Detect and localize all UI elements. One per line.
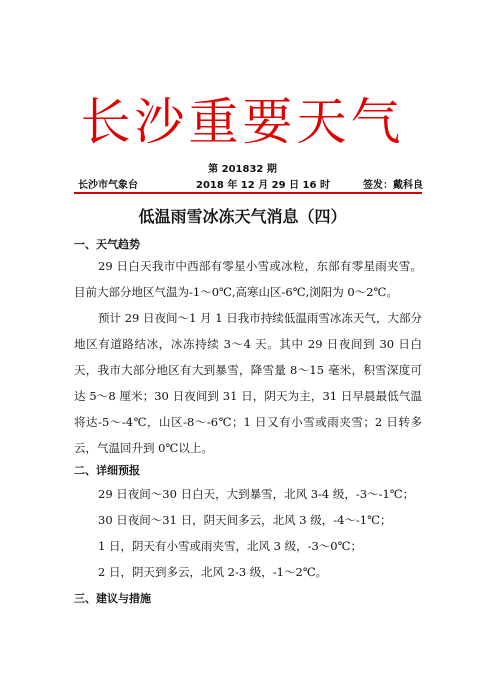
issuing-organization: 长沙市气象台 (78, 180, 138, 191)
forecast-line: 1 日，阴天有小雪或雨夹雪，北风 3 级，-3～0℃； (98, 539, 362, 553)
document-title: 低温雨雪冰冻天气消息（四） (138, 207, 347, 226)
paragraph-outlook: 预计 29 日夜间～1 月 1 日我市持续低温雨雪冰冻天气，大部分地区有道路结冰，冰冻持续 3～4 天。其中 29 日夜间到 30 日白天，我市大部分地区有大到暴雪，降雪量 8～15 毫米，积雪深度可达 5～8 厘米；30 日夜间到 31 日，阴天为主，31 日早晨最低气温将达-5～-4℃，山区-8～-6℃；1 日又有小雪或雨夹雪；2 日转多云，气温回升到 0℃以上。 (74, 311, 422, 455)
forecast-line: 2 日，阴天到多云，北风 2-3 级，-1～2℃。 (98, 565, 328, 579)
section-heading-advice: 三、建议与措施 (74, 592, 151, 605)
issue-number: 第 201832 期 (208, 164, 277, 175)
paragraph-current-weather: 29 日白天我市中西部有零星小雪或冰粒，东部有零星雨夹雪。目前大部分地区气温为-1～0℃,高寒山区-6℃,浏阳为 0～2℃。 (74, 259, 422, 299)
section-heading-detail: 二、详细预报 (74, 464, 140, 477)
header-divider (74, 192, 422, 194)
forecast-line: 29 日夜间～30 日白天，大到暴雪，北风 3-4 级，-3～-1℃； (98, 487, 415, 501)
forecast-line: 30 日夜间～31 日，阴天间多云，北风 3 级，-4～-1℃； (98, 513, 392, 527)
masthead-title: 长沙重要天气 (80, 93, 405, 151)
section-heading-trend: 一、天气趋势 (74, 238, 140, 251)
signer: 签发：戴科良 (363, 180, 423, 191)
issue-date: 2018 年 12 月 29 日 16 时 (196, 180, 330, 191)
